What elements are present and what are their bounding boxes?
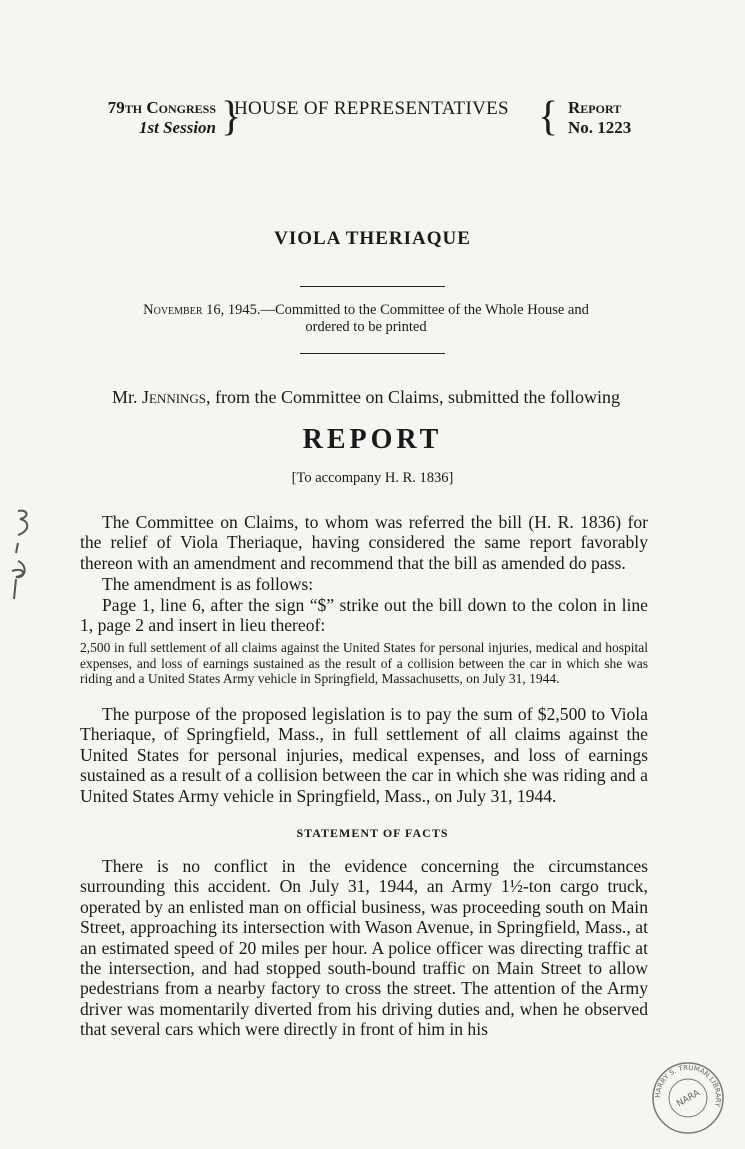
stamp-center-text: NARA <box>675 1088 702 1110</box>
dateline <box>86 302 646 336</box>
congress-label: 79th Congress <box>107 98 216 117</box>
accompany-line: [To accompany H. R. 1836] <box>291 470 454 486</box>
library-stamp <box>650 1060 726 1136</box>
dateline-text-2: ordered to be printed <box>305 319 427 335</box>
divider-bottom <box>300 353 445 354</box>
report-number-block <box>568 98 646 138</box>
dateline-text: —Committed to the Committee of the Whole House and <box>260 302 589 318</box>
report-header <box>86 94 646 142</box>
amendment-detail: Page 1, line 6, after the sign “$” strike out the bill down to the colon in line 1, page 2 and insert in lieu thereof: <box>80 595 648 636</box>
submitted-prefix: Mr. <box>111 387 142 407</box>
handwritten-margin-mark <box>6 505 42 605</box>
submitted-text: , from the Committee on Claims, submitted the following <box>206 387 621 407</box>
submitted-line <box>86 386 646 408</box>
divider-top <box>300 286 445 287</box>
report-number: No. 1223 <box>568 118 632 137</box>
session-label: 1st Session <box>139 118 216 137</box>
stamp-ring-text: HARRY S. TRUMAN LIBRARY <box>653 1063 723 1108</box>
dateline-date: November 16, 1945. <box>143 302 261 318</box>
right-brace: { <box>538 94 559 140</box>
bill-title: VIOLA THERIAQUE <box>274 228 471 249</box>
purpose-paragraph: The purpose of the proposed legislation is to pay the sum of $2,500 to Viola Theriaque, of Springfield, Mass., in full settlement of all claims against the United States for personal injuries, medical expenses, and loss of earnings sustained as a result of a collision between the car in which she was riding and a United States Army vehicle in Springfield, Mass., on July 31, 1944. <box>80 704 648 806</box>
amendment-text: 2,500 in full settlement of all claims against the United States for personal injuries, medical and hospital expenses, and loss of earnings sustained as the result of a collision between the car in which she was riding and a United States Army vehicle in Springfield, Massachusetts, on July 31, 1944. <box>80 640 648 687</box>
report-label: Report <box>568 98 622 117</box>
intro-paragraph: The Committee on Claims, to whom was referred the bill (H. R. 1836) for the relief of Viola Theriaque, having considered the same report favorably thereon with an amendment and recommend that the bill as amended do pass. <box>80 512 648 573</box>
facts-paragraph: There is no conflict in the evidence concerning the circumstances surrounding this accident. On July 31, 1944, an Army 1½-ton cargo truck, operated by an enlisted man on official business, was proceeding south on Main Street, approaching its intersection with Wason Avenue, in Springfield, Mass., at an estimated speed of 20 miles per hour. A police officer was directing traffic at the intersection, and had stopped south-bound traffic on Main Street to allow pedestrians from a nearby factory to cross the street. The attention of the Army driver was momentarily diverted from his driving duties and, when he observed that several cars which were directly in front of him in his <box>80 856 648 1040</box>
member-name: Jennings <box>141 387 207 407</box>
chamber-title: HOUSE OF REPRESENTATIVES <box>234 98 509 119</box>
left-brace: } <box>221 94 242 140</box>
facts-heading: STATEMENT OF FACTS <box>296 826 449 840</box>
congress-session <box>86 98 216 138</box>
amendment-intro: The amendment is as follows: <box>102 574 314 594</box>
report-heading: REPORT <box>302 424 443 455</box>
